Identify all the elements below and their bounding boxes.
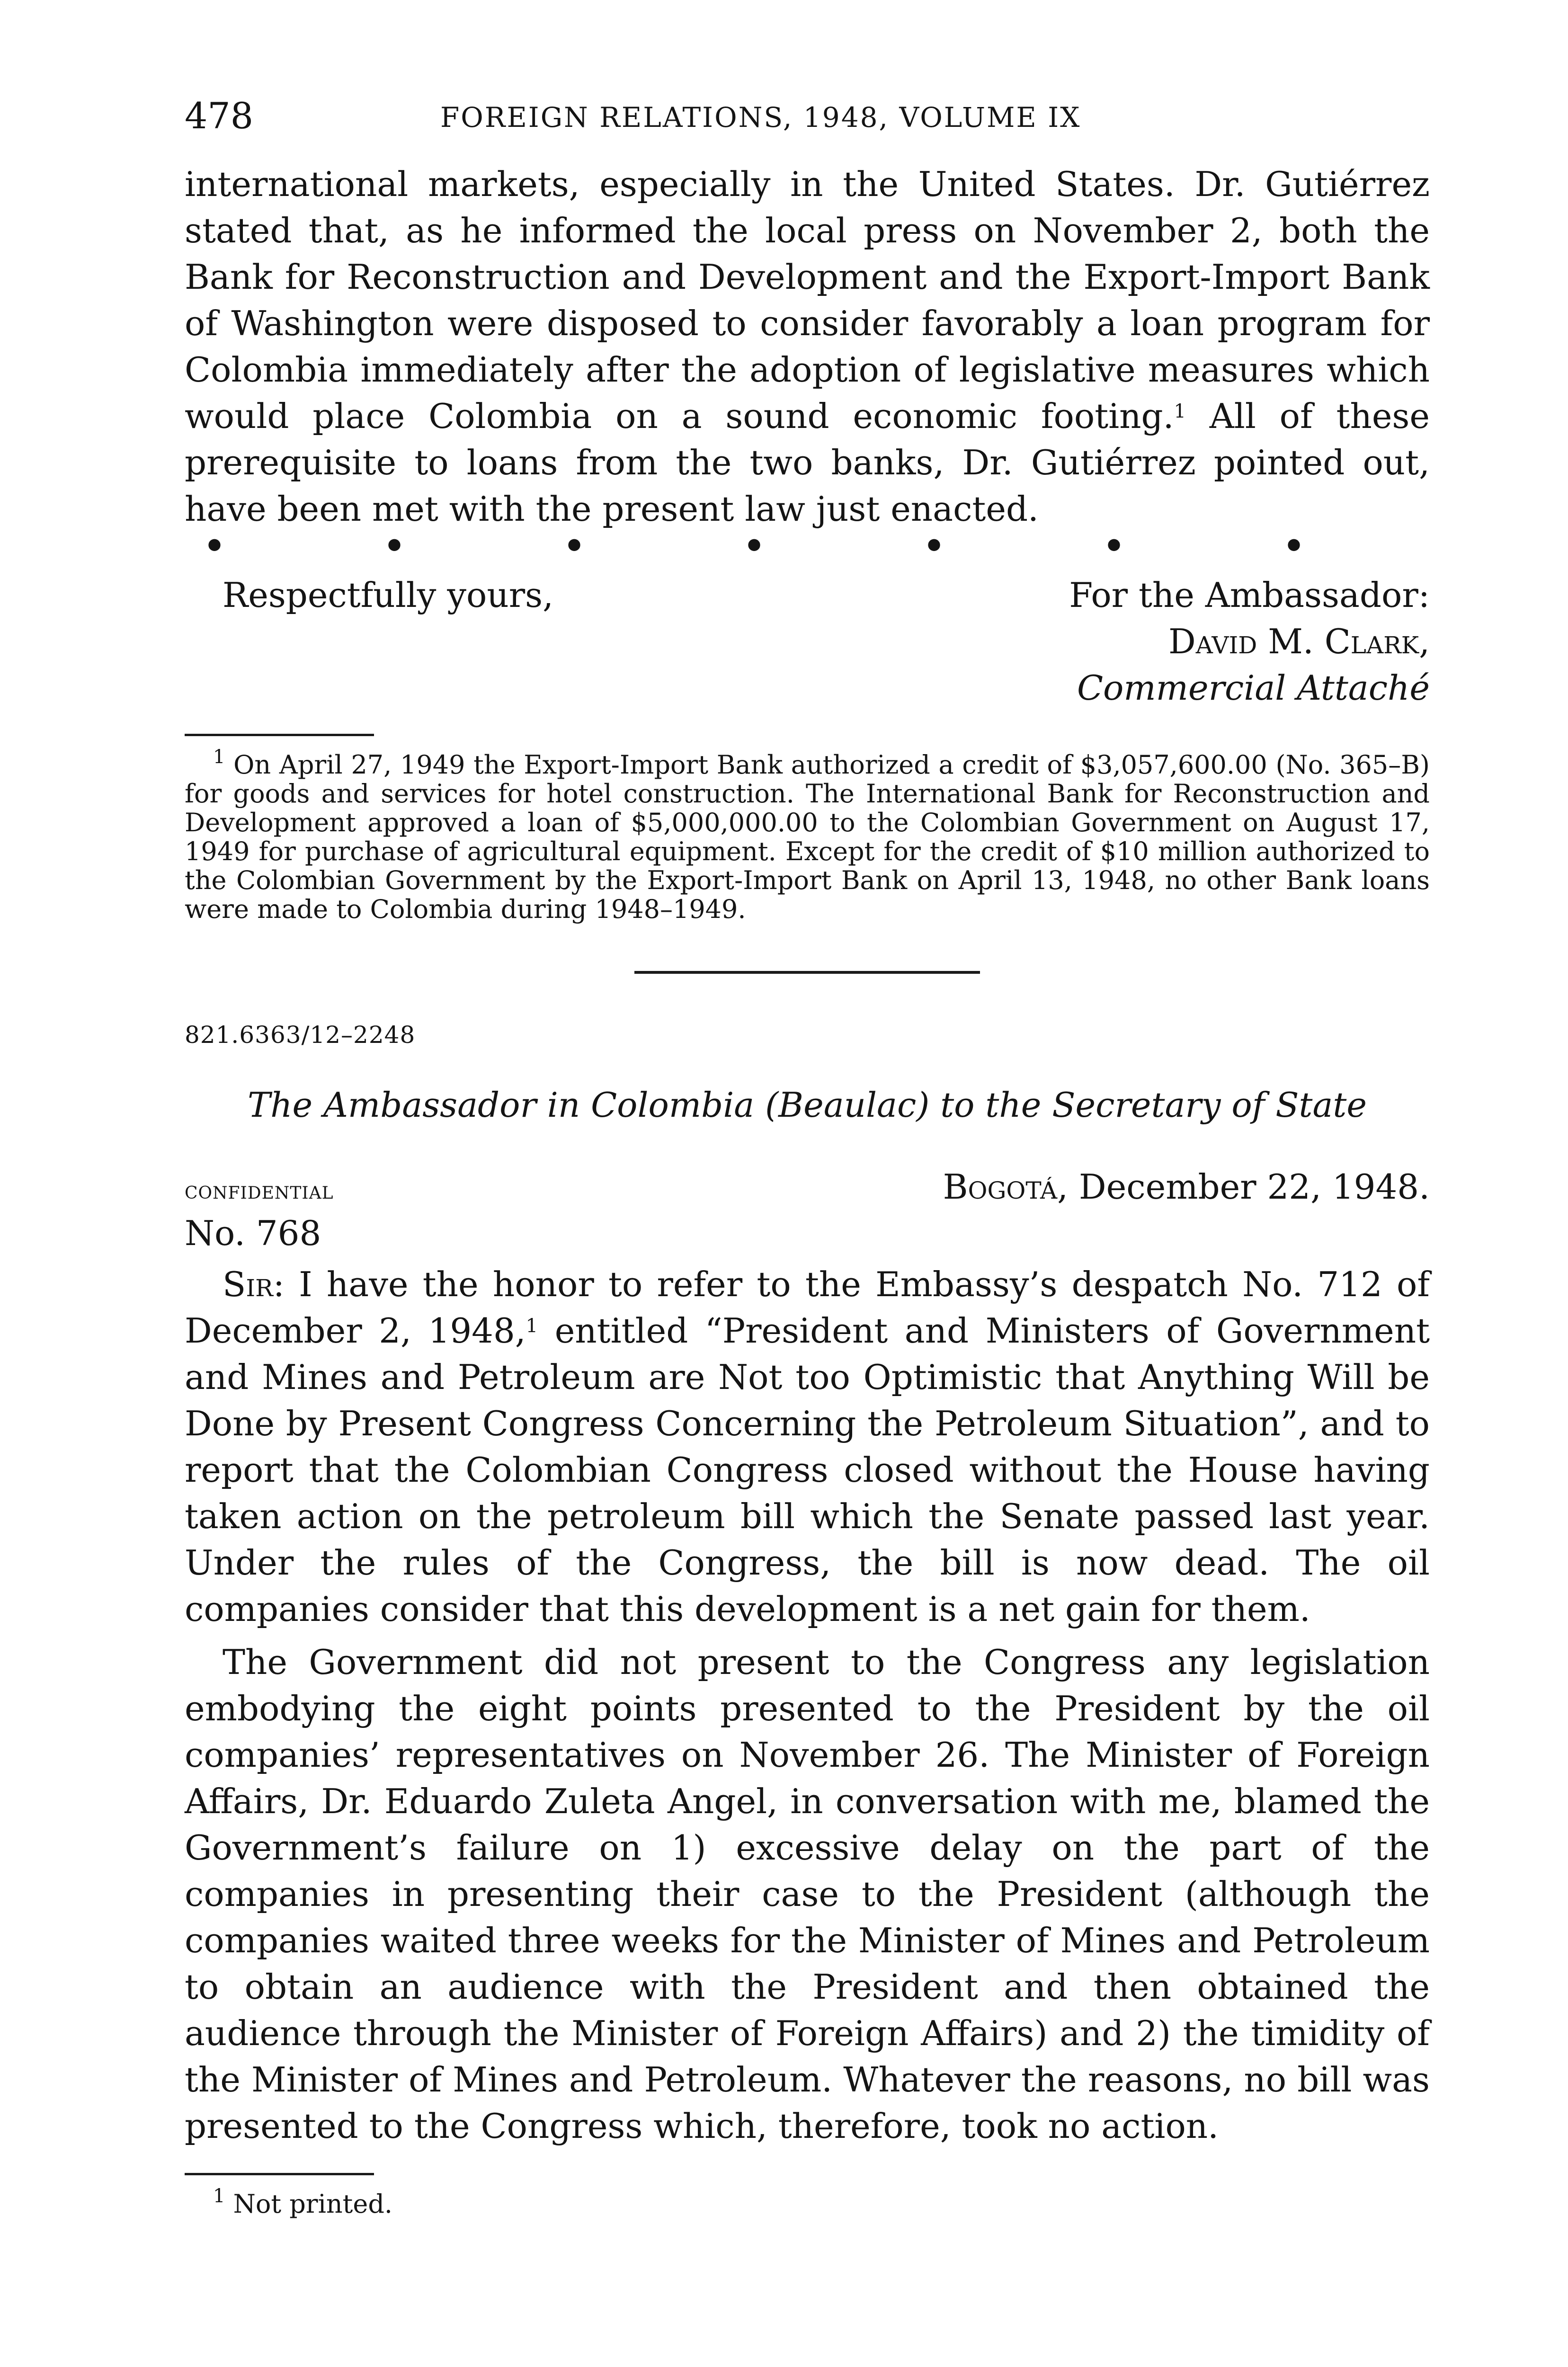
- continuation-paragraph: [185, 161, 1430, 532]
- signer-name: David M. Clark,: [1168, 622, 1430, 661]
- signer-title: Commercial Attaché: [1077, 668, 1430, 708]
- continuation-text-before-note: international markets, especially in the United States. Dr. Gutiérrez stated that, as he informed the local press on November 2, both the Bank for Reconstruction and Development and the Export-Import Bank of Washington were disposed to consider favorably a loan program for Colombia immediately after the adoption of legislative measures which would place Colombia on a sound economic footing.: [185, 164, 1430, 436]
- classification-label: confidential: [185, 1176, 334, 1205]
- place: Bogotá,: [943, 1167, 1069, 1207]
- omission-dot: •: [1283, 525, 1305, 566]
- omission-dot: •: [743, 525, 766, 566]
- footnote-reference: 1: [526, 1315, 538, 1337]
- signature-for-line: For the Ambassador:: [1069, 575, 1430, 615]
- running-head-title: FOREIGN RELATIONS, 1948, VOLUME IX: [440, 101, 1081, 133]
- body-paragraph: The Government did not present to the Congress any legislation embodying the eight points presented to the President by the oil companies’ representatives on November 26. The Minister of Foreign Affairs, Dr. Eduardo Zuleta Angel, in conversation with me, blamed the Government’s failure on 1) excessive delay on the part of the companies in presenting their case to the President (although the companies waited three weeks for the Minister of Mines and Petroleum to obtain an audience with the President and then obtained the audience through the Minister of Foreign Affairs) and 2) the timidity of the Minister of Mines and Petroleum. Whatever the reasons, no bill was presented to the Congress which, therefore, took no action.: [185, 1642, 1430, 2146]
- signature-block: [1069, 572, 1430, 711]
- footnote-reference: 1: [1174, 400, 1186, 422]
- omission-dot: •: [383, 525, 406, 566]
- omission-dot: •: [923, 525, 945, 566]
- file-number: 821.6363/12–2248: [185, 1021, 416, 1049]
- footnote-rule: [185, 2173, 374, 2175]
- salutation: Sir: [223, 1264, 273, 1304]
- omission-dot: •: [563, 525, 586, 566]
- footnote-text: Not printed.: [225, 2189, 393, 2219]
- date: December 22, 1948.: [1068, 1167, 1430, 1207]
- document-title: The Ambassador in Colombia (Beaulac) to the Secretary of State: [248, 1085, 1367, 1125]
- document-meta: [185, 1164, 1430, 1210]
- omission-dot: •: [204, 525, 226, 566]
- omission-dots: [185, 525, 1430, 572]
- closing-greeting: Respectfully yours,: [223, 575, 554, 615]
- body-paragraph: [185, 1261, 1430, 1632]
- page-number: 478: [185, 95, 254, 137]
- continuation-text-after-note: All of these prerequisite to loans from the two banks, Dr. Gutiérrez pointed out, have been met with the present law just enacted.: [185, 396, 1430, 529]
- footnote-marker: 1: [213, 746, 225, 768]
- document-page: [185, 90, 1430, 2367]
- footnote-rule: [185, 734, 374, 736]
- omission-dot: •: [1103, 525, 1125, 566]
- running-head: [185, 90, 1430, 161]
- footnote-marker: 1: [213, 2185, 225, 2207]
- document-number: No. 768: [185, 1213, 321, 1253]
- footnote: [185, 2185, 1430, 2219]
- footnote-text: On April 27, 1949 the Export-Import Bank authorized a credit of $3,057,600.00 (No. 365–B) for goods and services for hotel construction. The International Bank for Reconstruction and Development approved a loan of $5,000,000.00 to the Colombian Government on August 17, 1949 for purchase of agricultural equipment. Except for the credit of $10 million authorized to the Colombian Government by the Export-Import Bank on April 13, 1948, no other Bank loans were made to Colombia during 1948–1949.: [185, 750, 1430, 924]
- paragraph-text: : I have the honor to refer to the Embassy’s despatch No. 712 of December 2, 1948,: [185, 1264, 1430, 1351]
- letter-closing: [185, 572, 1430, 709]
- paragraph-text: entitled “President and Ministers of Government and Mines and Petroleum are Not too Optimistic that Anything Will be Done by Present Congress Concerning the Petroleum Situation”, and to report that the Colombian Congress closed without the House having taken action on the petroleum bill which the Senate passed last year. Under the rules of the Congress, the bill is now dead. The oil companies consider that this development is a net gain for them.: [185, 1311, 1430, 1629]
- place-and-date: [943, 1164, 1430, 1210]
- footnote: [185, 746, 1430, 924]
- section-divider: [634, 971, 980, 974]
